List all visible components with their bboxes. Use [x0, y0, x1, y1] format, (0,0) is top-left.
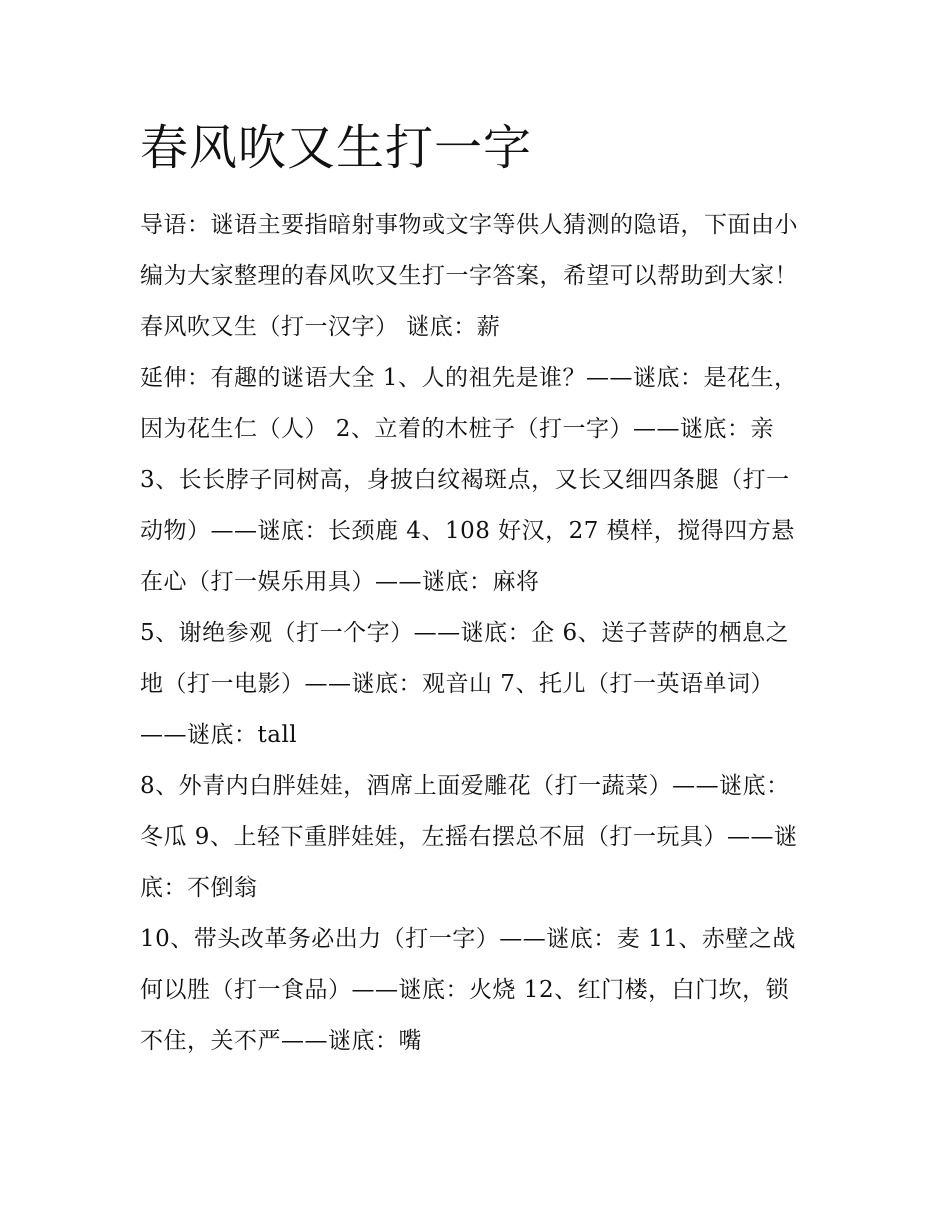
- paragraph-intro: 导语：谜语主要指暗射事物或文字等供人猜测的隐语，下面由小编为大家整理的春风吹又生打一字答案，希望可以帮助到大家！ 春风吹又生（打一汉字） 谜底：薪: [140, 212, 798, 340]
- document-title: 春风吹又生打一字: [140, 120, 533, 176]
- paragraph-riddles-10-12: 10、带头改革务必出力（打一字）——谜底：麦 11、赤壁之战何以胜（打一食品）——谜底：火烧 12、红门楼，白门坎，锁不住，关不严——谜底：嘴: [140, 926, 796, 1054]
- paragraph-extension: 延伸：有趣的谜语大全 1、人的祖先是谁？——谜底：是花生，因为花生仁（人） 2、立着的木桩子（打一字）——谜底：亲: [140, 365, 798, 442]
- paragraph-riddles-8-9: 8、外青内白胖娃娃，酒席上面爱雕花（打一蔬菜）——谜底：冬瓜 9、上轻下重胖娃娃，左摇右摆总不屈（打一玩具）——谜底：不倒翁: [140, 773, 798, 901]
- paragraph-riddles-5-7: 5、谢绝参观（打一个字）——谜底：企 6、送子菩萨的栖息之地（打一电影）——谜底：观音山 7、托儿（打一英语单词）——谜底：tall: [140, 620, 790, 748]
- paragraph-riddles-3-4: 3、长长脖子同树高，身披白纹褐斑点，又长又细四条腿（打一动物）——谜底：长颈鹿 4、108 好汉，27 模样，搅得四方悬在心（打一娱乐用具）——谜底：麻将: [140, 467, 795, 595]
